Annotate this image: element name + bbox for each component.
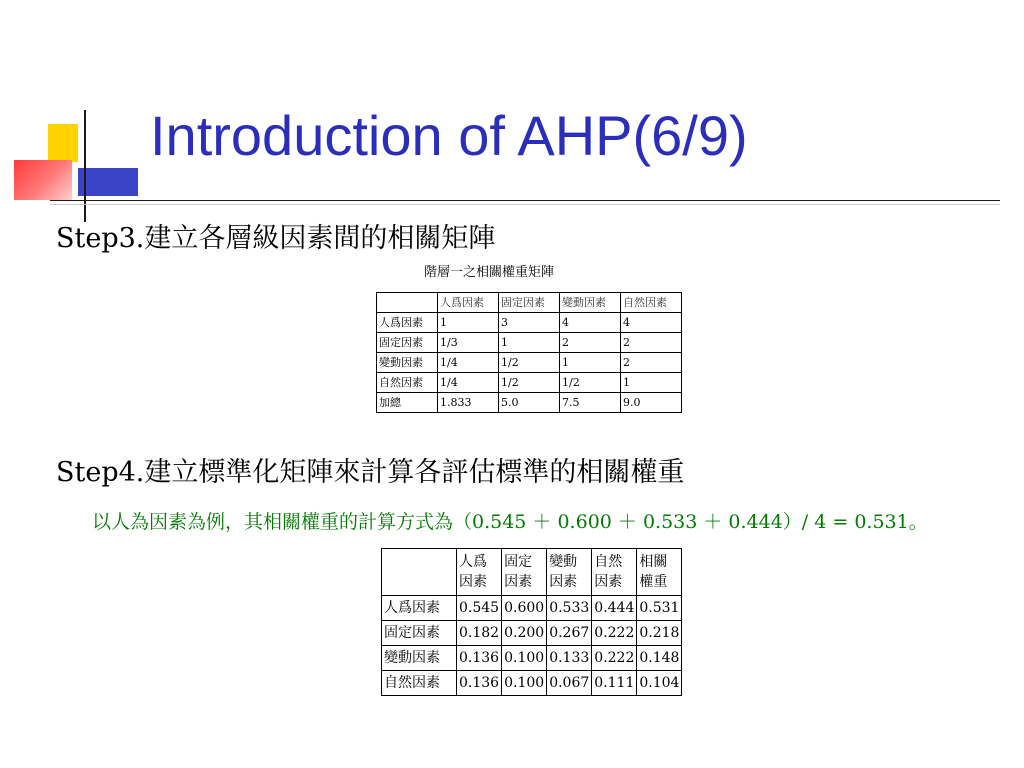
table-cell: 1/2: [499, 373, 560, 393]
table-cell: 0.533: [547, 596, 592, 621]
header-line: 自然: [594, 554, 623, 570]
row-header-cell: 人爲因素: [382, 596, 457, 621]
table-row: [377, 373, 682, 393]
table-cell: 0.136: [457, 671, 502, 696]
table-row: [382, 671, 682, 696]
table-cell: 0.222: [592, 621, 637, 646]
table-cell: 4: [560, 313, 621, 333]
slide-title: Introduction of AHP(6/9): [150, 104, 748, 167]
row-header-cell: 自然因素: [377, 373, 438, 393]
table-cell: 1/4: [438, 353, 499, 373]
table-header-cell: [547, 549, 592, 596]
table-cell: 1/3: [438, 333, 499, 353]
table-cell: 0.067: [547, 671, 592, 696]
table-cell: 2: [621, 353, 682, 373]
table-row: [377, 353, 682, 373]
row-header-cell: 加總: [377, 393, 438, 413]
calculation-example: 以人為因素為例，其相關權重的計算方式為（0.545 ＋ 0.600 ＋ 0.533 ＋ 0.444）/ 4 = 0.531。: [92, 511, 928, 533]
header-line: 固定: [504, 554, 533, 570]
table-row: [382, 596, 682, 621]
table-cell: 2: [560, 333, 621, 353]
table-cell: 0.545: [457, 596, 502, 621]
table-cell: 0.531: [637, 596, 682, 621]
table-cell: 1: [621, 373, 682, 393]
decor-yellow-square: [48, 124, 78, 162]
row-header-cell: 固定因素: [382, 621, 457, 646]
table-cell: 0.100: [502, 671, 547, 696]
table-cell: 1.833: [438, 393, 499, 413]
header-line: 因素: [549, 574, 578, 590]
table-cell: 0.267: [547, 621, 592, 646]
header-line: 人爲: [459, 554, 487, 570]
table-cell: 0.111: [592, 671, 637, 696]
table-row-total: [377, 393, 682, 413]
table-header-cell: [502, 549, 547, 596]
table-cell: 0.100: [502, 646, 547, 671]
header-line: 因素: [504, 574, 533, 590]
decor-vertical-line: [84, 110, 86, 222]
table-header-cell: [592, 549, 637, 596]
table-cell: 0.133: [547, 646, 592, 671]
table-header-cell: [637, 549, 682, 596]
table-header-cell: [457, 549, 502, 596]
step3-heading: Step3.建立各層級因素間的相關矩陣: [56, 223, 496, 254]
table-cell: 1: [560, 353, 621, 373]
step4-heading: Step4.建立標準化矩陣來計算各評估標準的相關權重: [56, 457, 685, 488]
table-header-cell: 變動因素: [560, 293, 621, 313]
table-cell: 0.148: [637, 646, 682, 671]
correlation-matrix-table: [376, 292, 682, 413]
table-header-row: [377, 293, 682, 313]
title-underline: [50, 200, 1000, 201]
table-header-cell: 自然因素: [621, 293, 682, 313]
decor-red-square: [14, 160, 72, 200]
table-header-cell: [377, 293, 438, 313]
table-cell: 5.0: [499, 393, 560, 413]
decor-blue-square: [78, 168, 138, 196]
table-cell: 0.136: [457, 646, 502, 671]
table-header-row: [382, 549, 682, 596]
table-cell: 0.444: [592, 596, 637, 621]
row-header-cell: 變動因素: [377, 353, 438, 373]
row-header-cell: 固定因素: [377, 333, 438, 353]
table-cell: 4: [621, 313, 682, 333]
table-cell: 0.182: [457, 621, 502, 646]
table-cell: 7.5: [560, 393, 621, 413]
table-cell: 1/2: [560, 373, 621, 393]
table-cell: 2: [621, 333, 682, 353]
row-header-cell: 變動因素: [382, 646, 457, 671]
header-line: 因素: [594, 574, 623, 590]
table1-caption: 階層一之相關權重矩陣: [424, 265, 555, 280]
table-row: [382, 621, 682, 646]
table-row: [382, 646, 682, 671]
table-row: [377, 333, 682, 353]
table-cell: 9.0: [621, 393, 682, 413]
header-line: 權重: [639, 574, 668, 590]
table-header-cell: [382, 549, 457, 596]
header-line: 因素: [459, 574, 487, 590]
header-line: 相關: [639, 554, 668, 570]
header-line: 變動: [549, 554, 578, 570]
table-header-cell: 人爲因素: [438, 293, 499, 313]
table-header-cell: 固定因素: [499, 293, 560, 313]
table-cell: 0.104: [637, 671, 682, 696]
table-cell: 0.218: [637, 621, 682, 646]
row-header-cell: 人爲因素: [377, 313, 438, 333]
normalized-matrix-table: [381, 548, 682, 696]
table-cell: 0.200: [502, 621, 547, 646]
row-header-cell: 自然因素: [382, 671, 457, 696]
table-cell: 1: [499, 333, 560, 353]
table-cell: 0.222: [592, 646, 637, 671]
table-cell: 3: [499, 313, 560, 333]
table-cell: 0.600: [502, 596, 547, 621]
table-row: [377, 313, 682, 333]
title-underline-shadow: [50, 204, 1000, 205]
table-cell: 1/4: [438, 373, 499, 393]
table-cell: 1/2: [499, 353, 560, 373]
table-cell: 1: [438, 313, 499, 333]
